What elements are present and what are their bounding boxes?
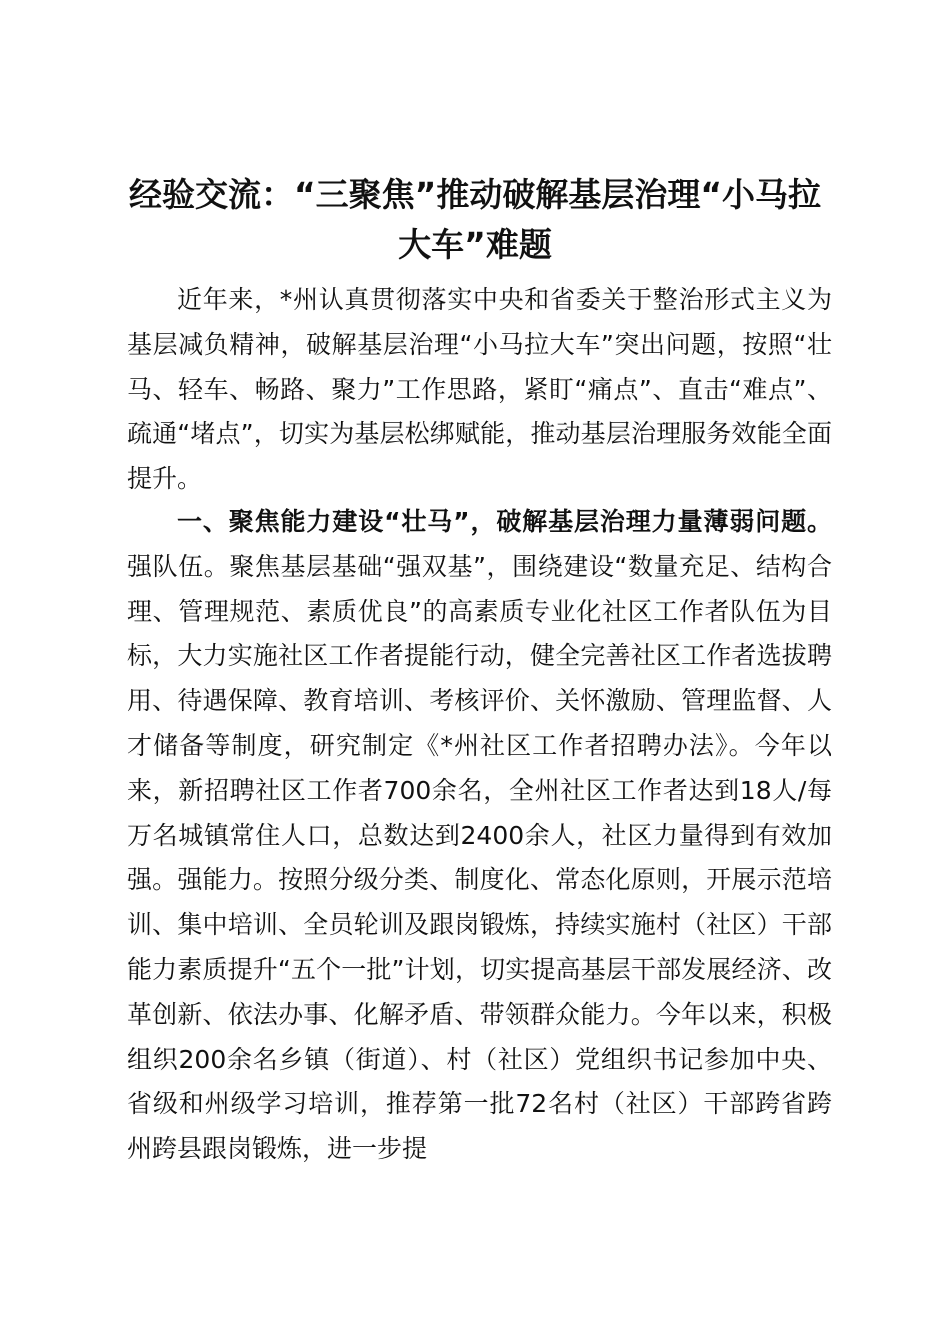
paragraph-section-one xyxy=(127,500,832,1172)
paragraph-intro-text: 近年来，*州认真贯彻落实中央和省委关于整治形式主义为基层减负精神，破解基层治理“小马拉大车”突出问题，按照“壮马、轻车、畅路、聚力”工作思路，紧盯“痛点”、直击“难点”、疏通“堵点”，切实为基层松绑赋能，推动基层治理服务效能全面提升。 xyxy=(127,285,832,494)
section-one-body: 强队伍。聚焦基层基础“强双基”，围绕建设“数量充足、结构合理、管理规范、素质优良”的高素质专业化社区工作者队伍为目标，大力实施社区工作者提能行动，健全完善社区工作者选拔聘用、待遇保障、教育培训、考核评价、关怀激励、管理监督、人才储备等制度，研究制定《*州社区工作者招聘办法》。今年以来，新招聘社区工作者700余名，全州社区工作者达到18人/每万名城镇常住人口，总数达到2400余人，社区力量得到有效加强。强能力。按照分级分类、制度化、常态化原则，开展示范培训、集中培训、全员轮训及跟岗锻炼，持续实施村（社区）干部能力素质提升“五个一批”计划，切实提高基层干部发展经济、改革创新、依法办事、化解矛盾、带领群众能力。今年以来，积极组织200余名乡镇（街道）、村（社区）党组织书记参加中央、省级和州级学习培训，推荐第一批72名村（社区）干部跨省跨州跨县跟岗锻炼，进一步提 xyxy=(127,551,832,1164)
paragraph-intro xyxy=(127,278,832,502)
document-title: 经验交流：“三聚焦”推动破解基层治理“小马拉大车”难题 xyxy=(128,175,822,264)
section-one-heading: 一、聚焦能力建设“壮马”，破解基层治理力量薄弱问题。 xyxy=(177,507,832,536)
